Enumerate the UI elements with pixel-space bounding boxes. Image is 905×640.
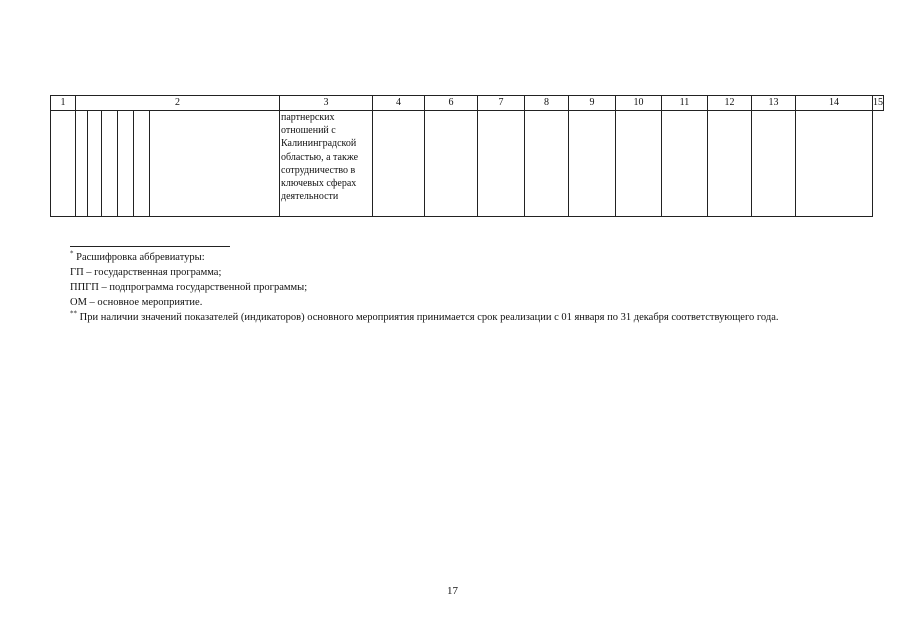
cell-col-4-line: партнерских — [281, 112, 335, 123]
col-header-7: 7 — [478, 96, 525, 111]
cell-col-2d — [118, 111, 134, 217]
col-header-3: 3 — [280, 96, 373, 111]
cell-col-7 — [425, 111, 478, 217]
col-header-6: 6 — [425, 96, 478, 111]
page-number: 17 — [447, 585, 458, 597]
col-header-11: 11 — [662, 96, 708, 111]
col-header-14: 14 — [796, 96, 873, 111]
col-header-12: 12 — [708, 96, 752, 111]
cell-col-4-line: отношений с — [281, 125, 336, 137]
cell-col-10 — [569, 111, 616, 217]
col-header-9: 9 — [569, 96, 616, 111]
col-header-10: 10 — [616, 96, 662, 111]
cell-col-12 — [662, 111, 708, 217]
col-header-1: 1 — [51, 96, 76, 111]
col-header-4: 4 — [373, 96, 425, 111]
cell-col-4 — [280, 111, 373, 217]
cell-col-2b — [88, 111, 102, 217]
footnote-note-text: При наличии значений показателей (индикаторов) основного мероприятия принимается срок реализации с 01 января по 31 декабря соответствующего года. — [77, 312, 779, 323]
cell-col-1 — [51, 111, 76, 217]
cell-col-4-line: областью, а также — [281, 151, 359, 163]
footnotes — [70, 246, 870, 325]
cell-col-8 — [478, 111, 525, 217]
footnote-title-text: Расшифровка аббревиатуры: — [76, 252, 205, 263]
footnote-implementation-period — [70, 310, 870, 325]
cell-col-6 — [373, 111, 425, 217]
cell-col-2e — [134, 111, 150, 217]
footnote-ppgp: ППГП – подпрограмма государственной программы; — [70, 282, 308, 293]
cell-col-9 — [525, 111, 569, 217]
cell-col-4-text — [280, 111, 372, 203]
cell-col-2c — [102, 111, 118, 217]
col-header-8: 8 — [525, 96, 569, 111]
cell-col-4-line: ключевых сферах — [281, 178, 357, 190]
cell-col-11 — [616, 111, 662, 217]
col-header-2: 2 — [76, 96, 280, 111]
col-header-13: 13 — [752, 96, 796, 111]
cell-col-14 — [752, 111, 796, 217]
table-row — [51, 111, 884, 217]
cell-col-3 — [150, 111, 280, 217]
footnote-abbreviations-title — [70, 250, 870, 265]
footnote-mark-double: ** — [70, 309, 77, 318]
cell-col-15 — [796, 111, 873, 217]
cell-col-13 — [708, 111, 752, 217]
footnote-separator — [70, 246, 230, 247]
footnote-mark: * — [70, 249, 74, 258]
indicators-table — [50, 95, 884, 217]
footnote-om: ОМ – основное мероприятие. — [70, 297, 203, 308]
cell-col-4-line: деятельности — [281, 191, 339, 203]
footnote-gp: ГП – государственная программа; — [70, 267, 222, 278]
table-header-row — [51, 96, 884, 111]
cell-col-4-line: Калининградской — [281, 138, 357, 150]
cell-col-2a — [76, 111, 88, 217]
cell-col-4-line: сотрудничество в — [281, 164, 356, 176]
col-header-15: 15 — [873, 96, 884, 111]
